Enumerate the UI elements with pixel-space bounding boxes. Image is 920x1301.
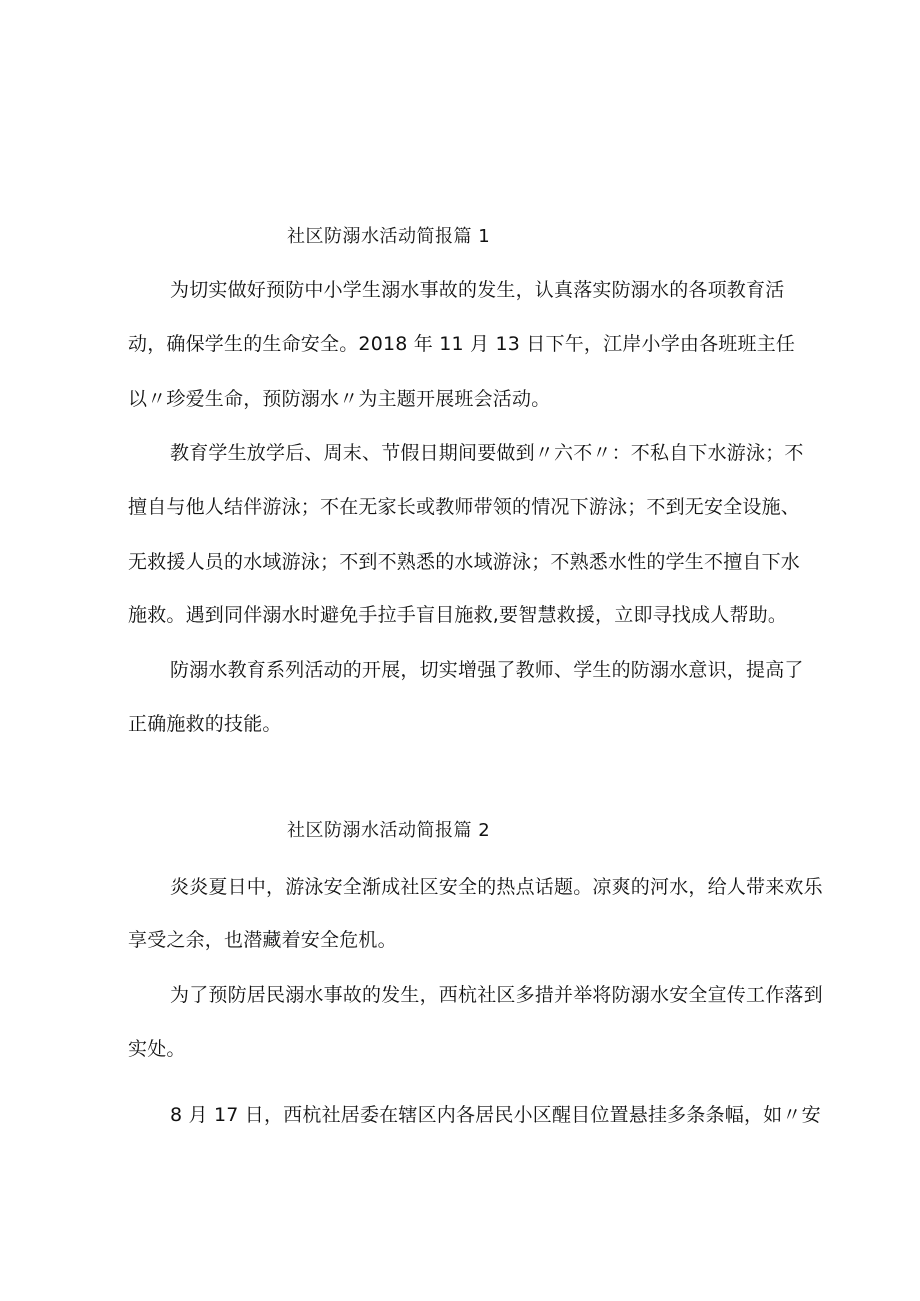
section-1-line: 以〃珍爱生命，预防溺水〃为主题开展班会活动。	[128, 388, 551, 410]
section-1-line: 正确施救的技能。	[128, 713, 282, 735]
section-1-line: 为切实做好预防中小学生溺水事故的发生，认真落实防溺水的各项教育活	[170, 279, 785, 301]
section-2-line: 享受之余，也潜藏着安全危机。	[128, 929, 397, 951]
section-2-line: 实处。	[128, 1038, 186, 1060]
section-1-line: 无救援人员的水域游泳；不到不熟悉的水域游泳；不熟悉水性的学生不擅自下水	[128, 551, 801, 573]
section-2-line: 8 月 17 日，西杭社居委在辖区内各居民小区醒目位置悬挂多条条幅，如〃安	[170, 1104, 821, 1126]
section-2-title: 社区防溺水活动简报篇 2	[287, 820, 491, 841]
section-1-title: 社区防溺水活动简报篇 1	[287, 226, 491, 247]
section-2-line: 炎炎夏日中，游泳安全渐成社区安全的热点话题。凉爽的河水，给人带来欢乐	[170, 876, 823, 898]
section-1-line: 施救。遇到同伴溺水时避免手拉手盲目施救,要智慧救援，立即寻找成人帮助。	[128, 604, 788, 626]
section-1-line: 教育学生放学后、周末、节假日期间要做到〃六不〃：不私自下水游泳；不	[170, 442, 804, 464]
section-1-line: 动，确保学生的生命安全。2018 年 11 月 13 日下午，江岸小学由各班班主任	[128, 333, 796, 355]
section-1-line: 防溺水教育系列活动的开展，切实增强了教师、学生的防溺水意识，提高了	[170, 659, 804, 681]
section-2-line: 为了预防居民溺水事故的发生，西杭社区多措并举将防溺水安全宣传工作落到	[170, 984, 823, 1006]
section-1-line: 擅自与他人结伴游泳；不在无家长或教师带领的情况下游泳；不到无安全设施、	[128, 496, 801, 518]
